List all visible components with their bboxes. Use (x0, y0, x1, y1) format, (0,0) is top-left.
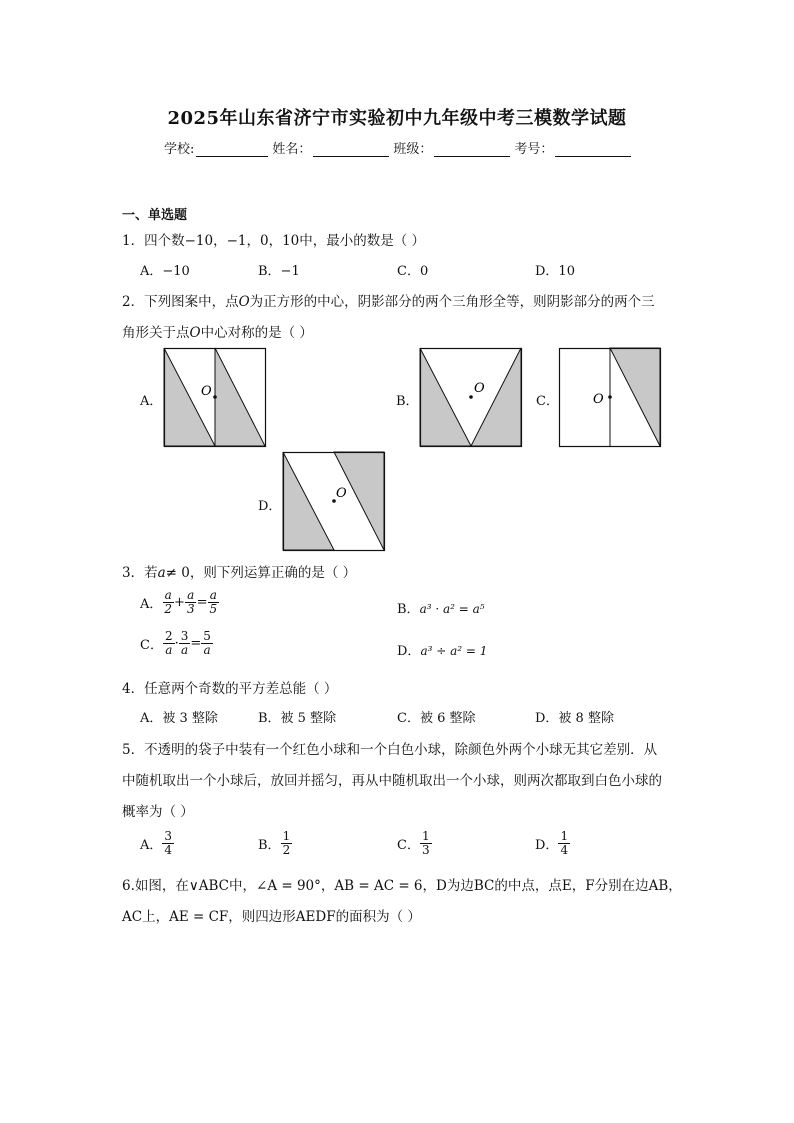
question-1-text: 1．四个数−10，−1，0，10中，最小的数是（ ） (122, 233, 426, 249)
figure-a-center-dot (213, 395, 217, 399)
question-5-line-3: 概率为（ ） (122, 804, 194, 820)
q3-c-frac-3 (201, 630, 213, 657)
q3-c-f2-den: a (180, 643, 189, 657)
q3-b-expr: a³ · a² = a⁵ (419, 602, 485, 616)
number-blank[interactable] (555, 142, 631, 157)
q5-b-label: B． (258, 838, 281, 853)
figure-a-triangle-right (215, 348, 265, 446)
q5-c-den: 3 (421, 843, 430, 857)
figure-b-triangle-right (471, 348, 521, 446)
q4-option-b[interactable]: B．被 5 整除 (258, 711, 337, 726)
q3-c-f1-num: 2 (164, 629, 173, 643)
question-5-line-1: 5．不透明的袋子中装有一个红色小球和一个白色小球，除颜色外两个小球无其它差别．从 (122, 742, 658, 758)
q5-a-num: 3 (164, 829, 173, 843)
question-2-line-1 (122, 290, 655, 310)
figure-c-o-label: O (593, 392, 604, 407)
q5-d-frac (558, 830, 570, 857)
q2-option-c[interactable]: C． (536, 394, 559, 409)
q3-d-label: D． (397, 644, 421, 659)
q1-option-b[interactable]: B．−1 (258, 264, 300, 279)
q5-d-den: 4 (560, 843, 569, 857)
class-blank[interactable] (434, 142, 510, 157)
q2-figure-d (283, 452, 385, 555)
school-label: 学校: (164, 142, 195, 157)
q5-option-b[interactable] (258, 830, 292, 857)
question-6-line-1: 6.如图，在∨ABC中，∠A = 90°，AB = AC = 6，D为边BC的中点，点E，F分别在边AB， (122, 878, 682, 894)
figure-c-triangle (610, 348, 660, 446)
figure-c-svg (559, 348, 661, 447)
q3-var-a: a (157, 565, 166, 581)
q3-a-f1-num: a (164, 588, 172, 602)
q3-c-frac-1 (163, 630, 175, 657)
q2-figure-b (420, 348, 522, 451)
q5-a-den: 4 (164, 843, 173, 857)
figure-a-svg (164, 348, 266, 447)
question-4-text: 4．任意两个奇数的平方差总能（ ） (122, 681, 338, 697)
q5-option-a[interactable] (140, 830, 174, 857)
q2-figure-a (164, 348, 266, 451)
q2-line1-start: 2．下列图案中，点 (122, 294, 239, 310)
q4-option-d[interactable]: D．被 8 整除 (535, 711, 614, 726)
q2-point-o-2: O (189, 325, 201, 341)
figure-b-o-label: O (474, 381, 485, 396)
q3-c-f3-den: a (203, 643, 211, 657)
q5-a-label: A． (140, 838, 163, 853)
q3-d-expr: a³ ÷ a² = 1 (420, 644, 488, 658)
figure-a-o-label: O (201, 384, 212, 399)
figure-c-center-dot (608, 395, 612, 399)
q5-c-label: C． (397, 838, 420, 853)
q5-b-den: 2 (282, 843, 291, 857)
student-info-line (164, 138, 631, 157)
q3-a-f3-num: a (209, 588, 217, 602)
q2-option-a[interactable]: A． (140, 394, 163, 409)
exam-title: 2025年山东省济宁市实验初中九年级中考三模数学试题 (167, 108, 627, 129)
q2-line2-end: 中心对称的是（ ） (200, 325, 313, 341)
q2-point-o: O (238, 294, 250, 310)
q3-a-frac-1 (162, 589, 174, 616)
figure-b-svg (420, 348, 522, 447)
figure-d-triangle-left (283, 452, 334, 550)
q5-option-d[interactable] (535, 830, 570, 857)
q5-b-frac (281, 830, 293, 857)
q5-c-num: 1 (421, 829, 430, 843)
figure-d-triangle-right (334, 452, 384, 550)
q3-text-start: 3．若 (122, 565, 158, 581)
q2-option-d[interactable]: D． (258, 499, 282, 514)
q3-a-plus: + (174, 595, 185, 610)
q1-option-a[interactable]: A．−10 (140, 264, 190, 279)
q3-a-f2-num: a (187, 588, 195, 602)
q3-option-b[interactable] (397, 598, 485, 617)
q5-a-frac (162, 830, 174, 857)
q5-option-c[interactable] (397, 830, 432, 857)
figure-d-svg (283, 452, 385, 551)
q5-d-num: 1 (560, 829, 569, 843)
q5-b-num: 1 (282, 829, 291, 843)
q1-option-c[interactable]: C．0 (397, 264, 429, 279)
q3-option-c[interactable] (140, 630, 213, 657)
q3-a-frac-3 (207, 589, 219, 616)
section-heading: 一、单选题 (122, 208, 188, 223)
q5-d-label: D． (535, 838, 559, 853)
q3-c-frac-2 (179, 630, 191, 657)
q2-line2-start: 角形关于点 (122, 325, 190, 341)
question-5-line-2: 中随机取出一个小球后，放回并摇匀，再从中随机取出一个小球，则两次都取到白色小球的 (122, 773, 662, 789)
q3-text-end: ≠ 0，则下列运算正确的是（ ） (165, 565, 357, 581)
q3-b-label: B． (397, 602, 420, 617)
q3-option-d[interactable] (397, 640, 487, 659)
question-3-text (122, 561, 356, 581)
q3-a-f3-den: 5 (209, 602, 218, 616)
class-label: 班级： (393, 142, 433, 157)
name-blank[interactable] (313, 142, 389, 157)
figure-d-o-label: O (336, 486, 347, 501)
q3-c-label: C． (140, 638, 163, 653)
figure-b-triangle-left (420, 348, 471, 446)
q2-figure-c (559, 348, 661, 451)
figure-b-center-dot (469, 395, 473, 399)
q3-a-frac-2 (185, 589, 197, 616)
q2-option-b[interactable]: B． (396, 394, 419, 409)
q1-option-d[interactable]: D．10 (535, 264, 575, 279)
q3-a-f1-den: 2 (164, 602, 173, 616)
q3-a-f2-den: 3 (186, 602, 195, 616)
q3-c-dot: · (174, 636, 179, 651)
question-2-line-2 (122, 321, 313, 341)
q3-c-eq: = (190, 636, 202, 651)
q4-option-a[interactable]: A．被 3 整除 (140, 711, 218, 726)
q3-c-f1-den: a (165, 643, 173, 657)
name-label: 姓名： (272, 142, 312, 157)
school-blank[interactable] (196, 142, 268, 157)
q3-option-a[interactable] (140, 589, 219, 616)
q3-a-label: A． (140, 597, 163, 612)
q3-c-f2-num: 3 (180, 629, 189, 643)
q2-line1-end: 为正方形的中心，阴影部分的两个三角形全等，则阴影部分的两个三 (249, 294, 655, 310)
q5-c-frac (420, 830, 432, 857)
q3-a-eq: = (196, 595, 208, 610)
number-label: 考号： (514, 142, 554, 157)
question-6-line-2: AC上，AE = CF，则四边形AEDF的面积为（ ） (122, 909, 421, 925)
q3-c-f3-num: 5 (203, 629, 211, 643)
q4-option-c[interactable]: C．被 6 整除 (397, 711, 476, 726)
